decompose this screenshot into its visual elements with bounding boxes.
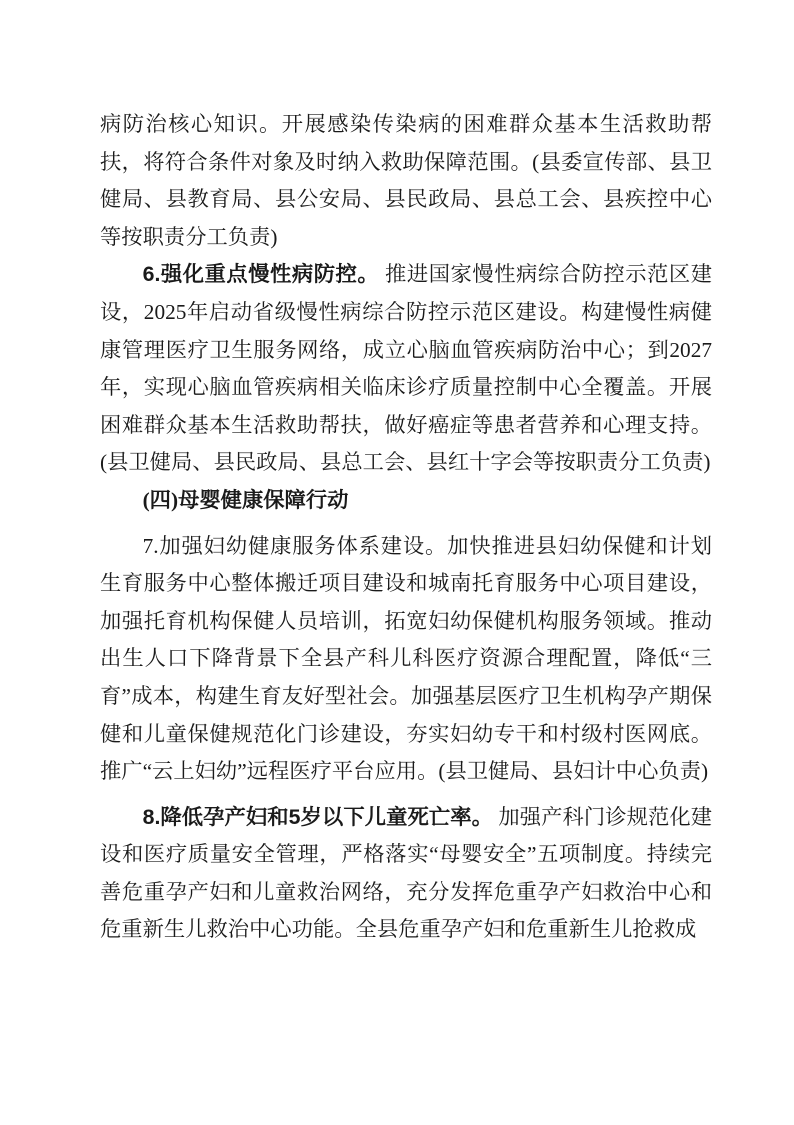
- paragraph-item-6: [100, 256, 712, 482]
- item-7-body-text: 7.加强妇幼健康服务体系建设。加快推进县妇幼保健和计划生育服务中心整体搬迁项目建设和城南托育服务中心项目建设，加强托育机构保健人员培训，拓宽妇幼保健机构服务领域。推动出生人口下降背景下全县产科儿科医疗资源合理配置，降低“三育”成本，构建生育友好型社会。加强基层医疗卫生机构孕产期保健和儿童保健规范化门诊建设，夯实妇幼专干和村级村医网底。推广“云上妇幼”远程医疗平台应用。(县卫健局、县妇计中心负责): [100, 533, 712, 784]
- paragraph-item-7: [100, 528, 712, 791]
- section-heading-4-text: (四)母婴健康保障行动: [142, 487, 349, 512]
- item-8-body-text: 加强产科门诊规范化建设和医疗质量安全管理，严格落实“母婴安全”五项制度。持续完善危重孕产妇和儿童救治网络，充分发挥危重孕产妇救治中心和危重新生儿救治中心功能。全县危重孕产妇和危重新生儿抢救成: [100, 804, 713, 942]
- item-6-lead-bold: 6.强化重点慢性病防控。: [142, 262, 380, 287]
- document-body: [100, 106, 712, 949]
- item-6-body-text: 推进国家慢性病综合防控示范区建设，2025年启动省级慢性病综合防控示范区建设。构建慢性病健康管理医疗卫生服务网络，成立心脑血管疾病防治中心；到2027年，实现心脑血管疾病相关临床诊疗质量控制中心全覆盖。开展困难群众基本生活救助帮扶，做好癌症等患者营养和心理支持。(县卫健局、县民政局、县总工会、县红十字会等按职责分工负责): [100, 262, 712, 475]
- section-heading-4: [100, 482, 712, 520]
- paragraph-continuation: [100, 106, 712, 256]
- item-8-lead-bold: 8.降低孕产妇和5岁以下儿童死亡率。: [142, 804, 493, 829]
- paragraph-item-8: [100, 799, 712, 949]
- continuation-text: 病防治核心知识。开展感染传染病的困难群众基本生活救助帮扶，将符合条件对象及时纳入救助保障范围。(县委宣传部、县卫健局、县教育局、县公安局、县民政局、县总工会、县疾控中心等按职责分工负责): [100, 112, 712, 249]
